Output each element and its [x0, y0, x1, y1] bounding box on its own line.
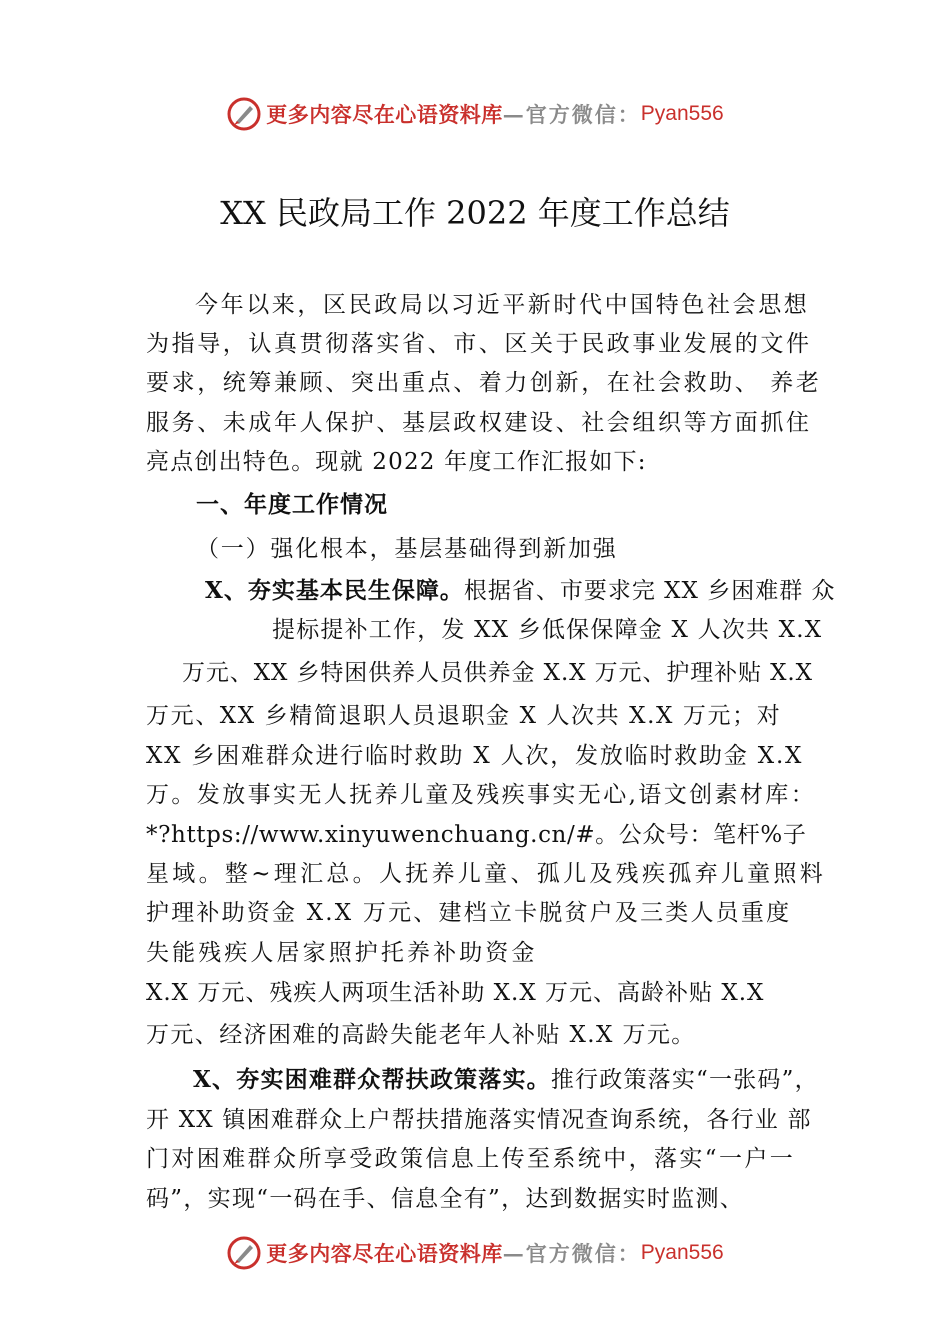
intro-line-5: 亮点创出特色。现就 2022 年度工作汇报如下: [146, 449, 647, 475]
item2-line-4: 码”，实现“一码在手、信息全有”，达到数据实时监测、 [146, 1186, 745, 1212]
item1-line-7: *?https://www.xinyuwenchuang.cn/#。公众号：笔杆%子 [146, 822, 807, 848]
item1-line-1 [205, 572, 836, 605]
banner-wechat-label: 官方微信： [525, 1241, 641, 1266]
subsection-heading-1: （一）强化根本，基层基础得到新加强 [196, 536, 618, 562]
item1-line-2: 提标提补工作，发 XX 乡低保保障金 X 人次共 X.X [272, 617, 823, 643]
intro-line-4: 服务、未成年人保护、基层政权建设、社会组织等方面抓住 [146, 410, 812, 436]
item2-line-1 [193, 1061, 819, 1094]
item1-line-8: 星域。整~理汇总。人抚养儿童、孤儿及残疾孤弃儿童照料 [146, 861, 827, 887]
banner-wechat-label: 官方微信： [525, 102, 641, 127]
item1-line-6: 万。发放事实无人抚养儿童及残疾事实无心,语文创素材库： [146, 782, 817, 808]
intro-line-2: 为指导，认真贯彻落实省、市、区关于民政事业发展的文件 [146, 331, 812, 357]
banner-wechat-id: Pyan556 [640, 102, 724, 125]
banner-separator: — [502, 101, 526, 127]
banner-site-name: 更多内容尽在心语资料库 [266, 102, 503, 127]
document-title: XX 民政局工作 2022 年度工作总结 [220, 194, 730, 232]
item2-text-1: 推行政策落实“一张码”， [550, 1067, 819, 1093]
banner-wechat-id: Pyan556 [640, 1241, 724, 1264]
item1-line-11: X.X 万元、残疾人两项生活补助 X.X 万元、高龄补贴 X.X [146, 980, 765, 1006]
brush-logo-icon [226, 1235, 262, 1271]
item2-line-3: 门对困难群众所享受政策信息上传至系统中，落实“一户一 [146, 1146, 796, 1172]
intro-line-3: 要求，统筹兼顾、突出重点、着力创新，在社会救助、 养老 [146, 370, 822, 396]
item2-line-2: 开 XX 镇困难群众上户帮扶措施落实情况查询系统，各行业 部 [146, 1107, 812, 1133]
brush-logo-icon [226, 96, 262, 132]
banner-separator: — [502, 1240, 526, 1266]
item1-line-12: 万元、经济困难的高龄失能老年人补贴 X.X 万元。 [146, 1022, 696, 1048]
item1-line-9: 护理补助资金 X.X 万元、建档立卡脱贫户及三类人员重度 [146, 900, 792, 926]
item1-line-5: XX 乡困难群众进行临时救助 X 人次，发放临时救助金 X.X [146, 743, 804, 769]
item2-lead: X、夯实困难群众帮扶政策落实。 [193, 1066, 551, 1093]
item1-line-3: 万元、XX 乡特困供养人员供养金 X.X 万元、护理补贴 X.X [182, 660, 813, 686]
item1-line-4: 万元、XX 乡精简退职人员退职金 X 人次共 X.X 万元；对 [146, 703, 782, 729]
item1-line-10: 失能残疾人居家照护托养补助资金 [146, 940, 538, 966]
item1-text-1: 根据省、市要求完 XX 乡困难群 众 [463, 578, 836, 604]
footer-watermark-banner [0, 1233, 950, 1273]
header-watermark-banner [0, 94, 950, 134]
banner-site-name: 更多内容尽在心语资料库 [266, 1241, 503, 1266]
item1-lead: X、夯实基本民生保障。 [205, 577, 464, 604]
intro-line-1: 今年以来，区民政局以习近平新时代中国特色社会思想 [195, 292, 810, 318]
section-heading-1: 一、年度工作情况 [196, 491, 388, 518]
